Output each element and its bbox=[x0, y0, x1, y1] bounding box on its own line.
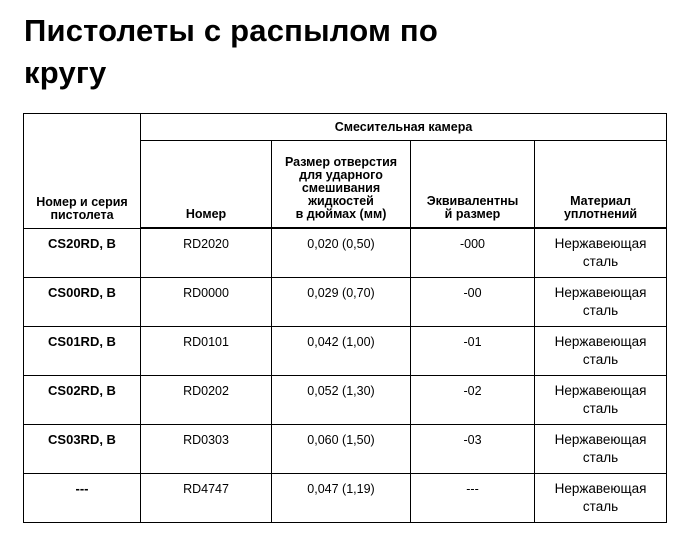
page-title-line1: Пистолеты с распылом по bbox=[24, 13, 438, 48]
header-orifice bbox=[272, 141, 411, 229]
cell-number: RD4747 bbox=[141, 474, 272, 523]
cell-orifice: 0,052 (1,30) bbox=[272, 376, 411, 425]
cell-seal bbox=[535, 327, 667, 376]
cell-equivalent: -03 bbox=[411, 425, 535, 474]
cell-number: RD0303 bbox=[141, 425, 272, 474]
cell-seal-line1: Нержавеющая bbox=[554, 236, 647, 251]
header-gun bbox=[24, 114, 141, 229]
cell-number: RD0000 bbox=[141, 278, 272, 327]
cell-seal bbox=[535, 376, 667, 425]
header-seal-line2: уплотнений bbox=[563, 207, 638, 221]
header-orifice-line5: в дюймах (мм) bbox=[295, 207, 387, 221]
cell-gun: --- bbox=[24, 474, 141, 523]
cell-orifice: 0,047 (1,19) bbox=[272, 474, 411, 523]
cell-seal bbox=[535, 425, 667, 474]
header-seal bbox=[535, 141, 667, 229]
page-title bbox=[24, 10, 544, 94]
header-equivalent bbox=[411, 141, 535, 229]
cell-gun: CS20RD, B bbox=[24, 228, 141, 278]
header-gun-line2: пистолета bbox=[50, 207, 114, 222]
header-orifice-line2: для ударного bbox=[299, 168, 383, 182]
cell-gun: CS00RD, B bbox=[24, 278, 141, 327]
cell-seal bbox=[535, 474, 667, 523]
cell-seal-line2: сталь bbox=[582, 303, 619, 318]
cell-equivalent: -01 bbox=[411, 327, 535, 376]
header-orifice-line4: жидкостей bbox=[308, 194, 374, 208]
cell-orifice: 0,060 (1,50) bbox=[272, 425, 411, 474]
cell-number: RD2020 bbox=[141, 228, 272, 278]
cell-seal-line1: Нержавеющая bbox=[554, 285, 647, 300]
cell-seal-line2: сталь bbox=[582, 499, 619, 514]
cell-equivalent: -00 bbox=[411, 278, 535, 327]
header-orifice-line3: смешивания bbox=[301, 181, 381, 195]
cell-gun: CS01RD, B bbox=[24, 327, 141, 376]
table-row bbox=[24, 474, 667, 523]
header-mixing-chamber: Смесительная камера bbox=[141, 114, 667, 141]
cell-seal-line1: Нержавеющая bbox=[554, 481, 647, 496]
cell-seal-line2: сталь bbox=[582, 450, 619, 465]
cell-seal bbox=[535, 278, 667, 327]
cell-number: RD0202 bbox=[141, 376, 272, 425]
cell-equivalent: -02 bbox=[411, 376, 535, 425]
cell-seal-line1: Нержавеющая bbox=[554, 432, 647, 447]
header-seal-line1: Материал bbox=[570, 194, 631, 208]
cell-seal-line2: сталь bbox=[582, 401, 619, 416]
cell-seal bbox=[535, 228, 667, 278]
header-orifice-line1: Размер отверстия bbox=[284, 155, 398, 169]
header-equivalent-line2: й размер bbox=[444, 207, 501, 221]
table-row bbox=[24, 376, 667, 425]
cell-gun: CS03RD, B bbox=[24, 425, 141, 474]
cell-seal-line2: сталь bbox=[582, 254, 619, 269]
table-row bbox=[24, 228, 667, 278]
page-title-line2: кругу bbox=[24, 55, 107, 90]
cell-seal-line2: сталь bbox=[582, 352, 619, 367]
cell-seal-line1: Нержавеющая bbox=[554, 334, 647, 349]
table-row bbox=[24, 278, 667, 327]
cell-gun: CS02RD, B bbox=[24, 376, 141, 425]
cell-orifice: 0,042 (1,00) bbox=[272, 327, 411, 376]
table-row bbox=[24, 425, 667, 474]
table-row bbox=[24, 327, 667, 376]
cell-seal-line1: Нержавеющая bbox=[554, 383, 647, 398]
spec-table bbox=[23, 113, 667, 523]
header-number: Номер bbox=[141, 141, 272, 229]
cell-number: RD0101 bbox=[141, 327, 272, 376]
header-gun-line1: Номер и серия bbox=[36, 194, 128, 209]
cell-equivalent: -000 bbox=[411, 228, 535, 278]
cell-equivalent: --- bbox=[411, 474, 535, 523]
header-equivalent-line1: Эквивалентны bbox=[426, 194, 519, 208]
cell-orifice: 0,020 (0,50) bbox=[272, 228, 411, 278]
cell-orifice: 0,029 (0,70) bbox=[272, 278, 411, 327]
